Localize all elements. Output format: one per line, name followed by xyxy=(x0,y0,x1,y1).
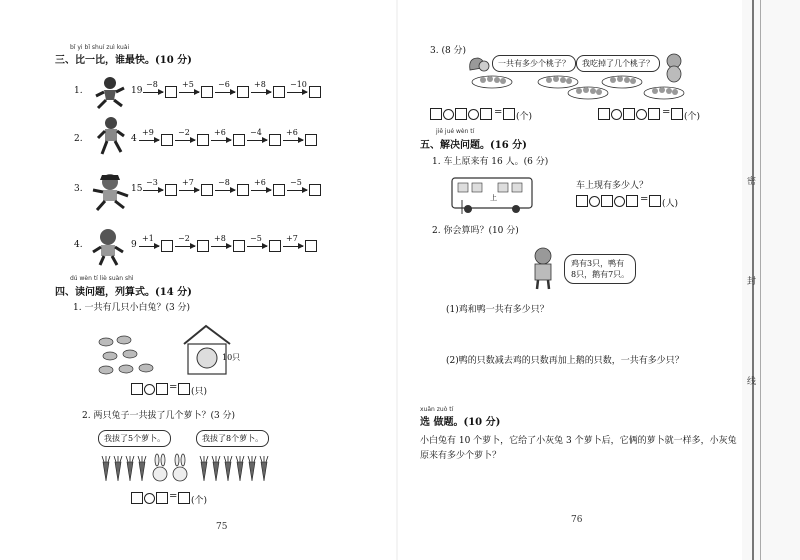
chain-operation: −3 xyxy=(146,178,158,187)
carrot-icon xyxy=(210,456,222,482)
answer-box[interactable] xyxy=(237,86,249,98)
page-number-left: 75 xyxy=(216,522,228,532)
strip-char: 线 xyxy=(747,377,757,387)
section4-title: 四、读问题，列算式。(14 分) xyxy=(55,287,192,298)
answer-box[interactable] xyxy=(309,184,321,196)
chain-operation: −8 xyxy=(218,178,230,187)
carrot-icon xyxy=(246,456,258,482)
chain-start: 19 xyxy=(131,86,143,96)
operator-circle[interactable] xyxy=(589,196,600,207)
chain-arrow xyxy=(179,92,199,93)
answer-box[interactable] xyxy=(131,383,143,395)
carrot-icon xyxy=(258,456,270,482)
chain-operation: −2 xyxy=(178,234,190,243)
answer-box[interactable] xyxy=(601,195,613,207)
answer-box[interactable] xyxy=(649,195,661,207)
chain-operation: +6 xyxy=(286,128,298,137)
bonus-question-line2: 原来有多少个萝卜？ xyxy=(420,451,502,461)
rabbit-house-image xyxy=(180,322,236,376)
answer-box[interactable] xyxy=(178,383,190,395)
house-count-label: 10只 xyxy=(222,353,241,362)
chain-operation: −2 xyxy=(178,128,190,137)
answer-box[interactable] xyxy=(480,108,492,120)
speech-bubble: 一共有多少个桃子？ xyxy=(492,55,576,72)
unit-label: (个) xyxy=(684,112,701,122)
chain-arrow xyxy=(211,140,231,141)
question-5-2: 2. 你会算吗？(10 分) xyxy=(432,226,519,236)
answer-box[interactable] xyxy=(671,108,683,120)
answer-box[interactable] xyxy=(455,108,467,120)
answer-box[interactable] xyxy=(430,108,442,120)
chain-arrow xyxy=(215,190,235,191)
answer-box[interactable] xyxy=(576,195,588,207)
answer-box[interactable] xyxy=(305,134,317,146)
chain-arrow xyxy=(215,92,235,93)
strip-line xyxy=(760,0,761,560)
answer-box[interactable] xyxy=(233,134,245,146)
answer-box[interactable] xyxy=(131,492,143,504)
answer-box[interactable] xyxy=(161,134,173,146)
carrot-icon xyxy=(198,456,210,482)
answer-box[interactable] xyxy=(269,134,281,146)
speech-bubble: 我吃掉了几个桃子？ xyxy=(576,55,660,72)
answer-box[interactable] xyxy=(273,86,285,98)
answer-box[interactable] xyxy=(233,240,245,252)
strip-char: 封 xyxy=(747,277,757,287)
chain-operation: −8 xyxy=(146,80,158,89)
section4-pinyin: dú wèn tí liè suàn shì xyxy=(70,275,134,282)
carrot-icon xyxy=(124,456,136,482)
running-boy-image xyxy=(90,228,126,266)
unit-label: (只) xyxy=(191,387,208,397)
operator-circle[interactable] xyxy=(614,196,625,207)
answer-box[interactable] xyxy=(626,195,638,207)
unit-label: (人) xyxy=(662,199,679,209)
chain-operation: +1 xyxy=(142,234,154,243)
carrot-icon xyxy=(234,456,246,482)
operator-circle[interactable] xyxy=(443,109,454,120)
question-5-1-ask: 车上现有多少人？ xyxy=(576,181,649,191)
chain-arrow xyxy=(175,140,195,141)
running-boy-image xyxy=(90,76,130,110)
speech-bubble: 我拔了8个萝卜。 xyxy=(196,430,269,447)
chain-operation: +7 xyxy=(182,178,194,187)
chain-arrow xyxy=(283,246,303,247)
chain-arrow xyxy=(139,246,159,247)
chain-arrow xyxy=(287,190,307,191)
peach-plate-icon xyxy=(566,84,610,100)
chain-number: 2. xyxy=(74,134,83,144)
chain-number: 3. xyxy=(74,184,83,194)
chain-start: 9 xyxy=(131,240,137,250)
bus-label: 上 xyxy=(490,194,497,202)
unit-label: (个) xyxy=(191,496,208,506)
chain-start: 15 xyxy=(131,184,143,194)
chain-operation: +9 xyxy=(142,128,154,137)
chain-arrow xyxy=(179,190,199,191)
chain-arrow xyxy=(143,92,163,93)
running-boy-image xyxy=(88,172,132,212)
carrot-icon xyxy=(100,456,112,482)
answer-box[interactable] xyxy=(197,240,209,252)
chain-operation: −4 xyxy=(250,128,262,137)
chain-arrow xyxy=(175,246,195,247)
unit-label: (个) xyxy=(516,112,533,122)
chain-arrow xyxy=(251,92,271,93)
chain-operation: +8 xyxy=(214,234,226,243)
operator-circle[interactable] xyxy=(144,493,155,504)
strip-char: 密 xyxy=(747,177,757,187)
answer-box[interactable] xyxy=(623,108,635,120)
peach-plate-icon xyxy=(470,73,514,89)
answer-box[interactable] xyxy=(503,108,515,120)
chain-number: 1. xyxy=(74,86,83,96)
answer-box[interactable] xyxy=(165,184,177,196)
question-4-1: 1. 一共有几只小白兔？(3 分) xyxy=(73,303,191,313)
chain-operation: +5 xyxy=(182,80,194,89)
answer-box[interactable] xyxy=(156,383,168,395)
chain-operation: −10 xyxy=(290,80,307,89)
answer-box[interactable] xyxy=(305,240,317,252)
chain-operation: −5 xyxy=(290,178,302,187)
answer-box[interactable] xyxy=(197,134,209,146)
answer-box[interactable] xyxy=(598,108,610,120)
chain-arrow xyxy=(143,190,163,191)
operator-circle[interactable] xyxy=(468,109,479,120)
section3-pinyin: bǐ yi bǐ shuí zuì kuài xyxy=(70,44,130,51)
chain-arrow xyxy=(287,92,307,93)
answer-box[interactable] xyxy=(237,184,249,196)
chain-arrow xyxy=(251,190,271,191)
section6-pinyin: xuǎn zuò tí xyxy=(420,406,454,413)
carrot-icon xyxy=(222,456,234,482)
chain-operation: +6 xyxy=(214,128,226,137)
question-3-title: 3. (8 分) xyxy=(430,46,467,56)
answer-box[interactable] xyxy=(156,492,168,504)
boy-image xyxy=(526,246,560,290)
section5-pinyin: jiě jué wèn tí xyxy=(436,128,475,135)
speech-bubble: 鸡有3只，鸭有 8只，鹅有7只。 xyxy=(564,254,636,284)
carrot-icon xyxy=(136,456,148,482)
answer-box[interactable] xyxy=(165,86,177,98)
answer-box[interactable] xyxy=(201,86,213,98)
chain-start: 4 xyxy=(131,134,137,144)
question-5-2-a: (1)鸡和鸭一共有多少只？ xyxy=(446,305,549,315)
two-rabbits-image xyxy=(150,452,190,482)
chain-arrow xyxy=(247,140,267,141)
section3-title: 三、比一比，谁最快。(10 分) xyxy=(55,55,192,66)
chain-operation: −6 xyxy=(218,80,230,89)
operator-circle[interactable] xyxy=(611,109,622,120)
chain-arrow xyxy=(139,140,159,141)
answer-box[interactable] xyxy=(161,240,173,252)
squirrel-image xyxy=(466,54,492,74)
question-4-2: 2. 两只兔子一共拔了几个萝卜？(3 分) xyxy=(82,411,236,421)
answer-box[interactable] xyxy=(309,86,321,98)
running-boy-image xyxy=(94,116,128,156)
question-5-1: 1. 车上原来有 16 人。(6 分) xyxy=(432,157,549,167)
answer-box[interactable] xyxy=(648,108,660,120)
chain-number: 4. xyxy=(74,240,83,250)
page-number-right: 76 xyxy=(571,515,583,525)
bonus-question-line1: 小白兔有 10 个萝卜，它给了小灰兔 3 个萝卜后，它俩的萝卜就一样多，小灰兔 xyxy=(420,436,737,446)
chain-operation: +6 xyxy=(254,178,266,187)
operator-circle[interactable] xyxy=(144,384,155,395)
chain-arrow xyxy=(211,246,231,247)
chain-operation: +8 xyxy=(254,80,266,89)
monkey-image xyxy=(660,52,688,84)
answer-box[interactable] xyxy=(201,184,213,196)
answer-box[interactable] xyxy=(269,240,281,252)
answer-box[interactable] xyxy=(178,492,190,504)
answer-box[interactable] xyxy=(273,184,285,196)
operator-circle[interactable] xyxy=(636,109,647,120)
section5-title: 五、解决问题。(16 分) xyxy=(420,140,527,151)
speech-bubble: 我拔了5个萝卜。 xyxy=(98,430,171,447)
question-5-2-b: (2)鸭的只数减去鸡的只数再加上鹅的只数，一共有多少只？ xyxy=(446,356,684,366)
chain-operation: −5 xyxy=(250,234,262,243)
rabbits-image xyxy=(96,332,158,376)
chain-operation: +7 xyxy=(286,234,298,243)
chain-arrow xyxy=(247,246,267,247)
peach-plate-icon xyxy=(642,84,686,100)
chain-arrow xyxy=(283,140,303,141)
section6-title: 选 做题。(10 分) xyxy=(420,417,501,428)
carrot-icon xyxy=(112,456,124,482)
